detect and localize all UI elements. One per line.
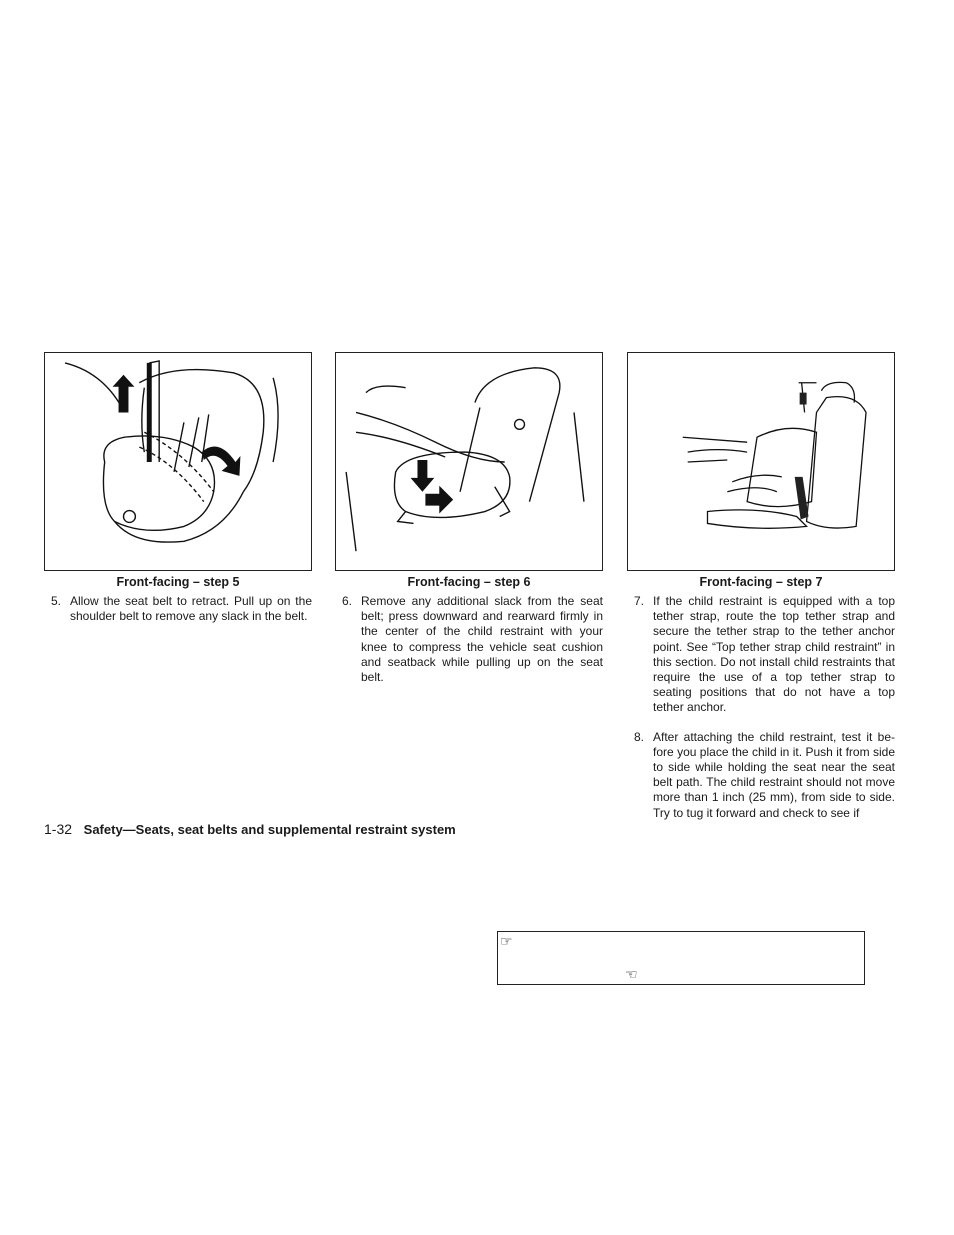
step-number: 8. bbox=[634, 729, 645, 744]
figure-step-6 bbox=[335, 352, 603, 571]
step-text: Remove any additional slack from the seat belt; press downward and rearward firmly in the center of the child restraint with your knee to compress the vehicle seat cushion and seatback while pulling up on the seat belt. bbox=[361, 594, 603, 685]
step-8 bbox=[627, 730, 895, 821]
section-title: Safety—Seats, seat belts and supplemental restraint system bbox=[83, 822, 456, 837]
note-box bbox=[497, 931, 865, 985]
step-number: 6. bbox=[342, 594, 353, 608]
figure-caption-step-7: Front-facing – step 7 bbox=[699, 575, 823, 589]
step-text: Allow the seat belt to retract. Pull up on the shoulder belt to remove any slack in the belt. bbox=[70, 594, 312, 624]
step-number: 7. bbox=[634, 594, 645, 608]
step-text: After attaching the child restraint, test it be-fore you place the child in it. Push it from side to side while holding the seat near the seat belt path. The child restraint should not move more than 1 inch (25 mm), from side to side. Try to tug it forward and check to see if bbox=[653, 729, 895, 820]
page-footer bbox=[44, 821, 456, 837]
step-5 bbox=[44, 594, 312, 624]
figure-step-7 bbox=[627, 352, 895, 571]
page-number: 1-32 bbox=[44, 821, 73, 837]
step-6 bbox=[335, 594, 603, 685]
child-seat-illustration-step5 bbox=[45, 353, 311, 570]
child-seat-illustration-step6 bbox=[336, 353, 602, 570]
column-3 bbox=[627, 594, 895, 835]
column-1 bbox=[44, 594, 312, 638]
figure-caption-step-6: Front-facing – step 6 bbox=[407, 575, 531, 589]
figure-step-5 bbox=[44, 352, 312, 571]
step-number: 5. bbox=[51, 594, 62, 608]
step-7 bbox=[627, 594, 895, 716]
step-text: If the child restraint is equipped with a top tether strap, route the top tether strap and secure the tether strap to the tether anchor point. See “Top tether strap child restraint” in this section. Do not install child restraints that require the use of a top tether strap to seating positions that do not have a top tether anchor. bbox=[653, 594, 895, 715]
child-seat-illustration-step7 bbox=[628, 353, 894, 570]
column-2 bbox=[335, 594, 603, 699]
pointing-hand-right-icon: ☞ bbox=[500, 933, 513, 949]
figure-caption-step-5: Front-facing – step 5 bbox=[116, 575, 240, 589]
pointing-hand-left-icon: ☜ bbox=[625, 966, 638, 982]
